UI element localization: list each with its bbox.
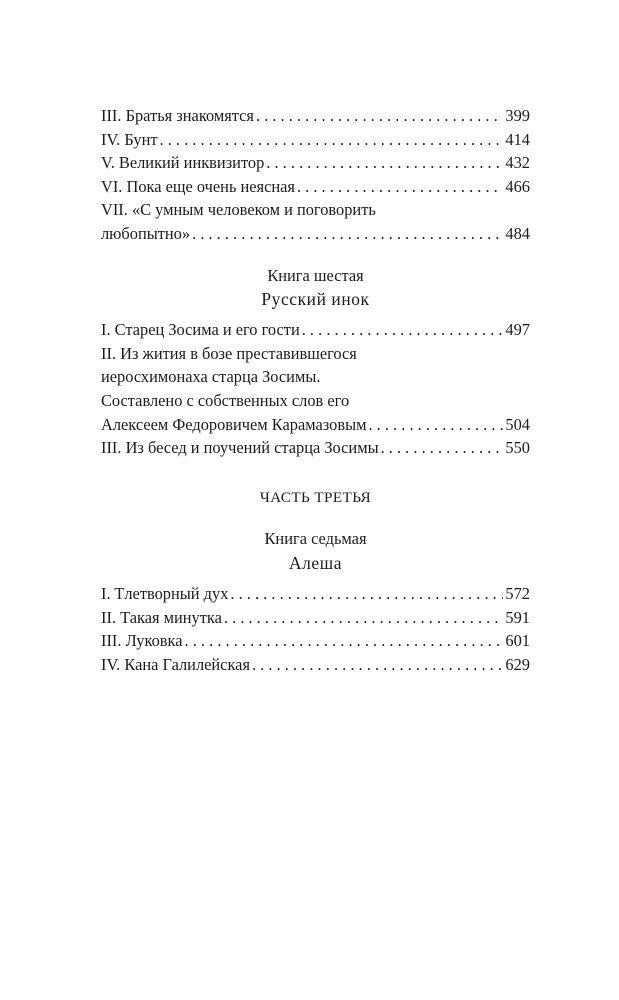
dot-leader: [252, 653, 503, 677]
toc-section-1: [101, 104, 530, 246]
dot-leader: [230, 582, 503, 606]
toc-entry-page: 572: [505, 583, 530, 603]
toc-section-book7: [101, 582, 530, 676]
dot-leader: [266, 151, 503, 175]
toc-entry: [101, 606, 530, 630]
book-title: Русский инок: [261, 289, 370, 310]
book-label: Книга седьмая: [264, 529, 367, 549]
toc-entry-page: 414: [505, 129, 530, 149]
dot-leader: [160, 128, 504, 152]
part-title: ЧАСТЬ ТРЕТЬЯ: [259, 488, 372, 506]
dot-leader: [185, 629, 504, 653]
toc-entry-page: 432: [505, 153, 530, 173]
toc-section-book6: [101, 318, 530, 460]
toc-entry: [101, 318, 530, 342]
toc-entry-title: Алексеем Федоровичем Карамазовым: [101, 414, 367, 434]
dot-leader: [297, 175, 503, 199]
toc-entry-line: Составлено с собственных слов его: [101, 390, 350, 410]
toc-entry-line: II. Из жития в бозе преставившегося: [101, 343, 357, 363]
toc-entry-page: 484: [505, 223, 530, 243]
dot-leader: [192, 222, 503, 246]
toc-entry-page: 497: [505, 320, 530, 340]
toc-entry-title: III. Из бесед и поучений старца Зосимы: [101, 438, 379, 458]
toc-entry: [101, 413, 530, 437]
toc-entry-page: 466: [505, 176, 530, 196]
toc-entry-page: 550: [505, 438, 530, 458]
toc-entry-title: IV. Бунт: [101, 129, 158, 149]
toc-entry: [101, 104, 530, 128]
toc-entry-page: 591: [505, 607, 530, 627]
toc-entry: [101, 582, 530, 606]
book-label: Книга шестая: [267, 265, 364, 285]
toc-entry-title: IV. Кана Галилейская: [101, 654, 250, 674]
toc-entry: [101, 653, 530, 677]
toc-entry-page: 601: [505, 631, 530, 651]
toc-entry: [101, 436, 530, 460]
toc-entry-title: VI. Пока еще очень неясная: [101, 176, 295, 196]
toc-entry-line: иеросхимонаха старца Зосимы.: [101, 367, 321, 387]
book-title: Алеша: [288, 552, 343, 573]
toc-entry: [101, 222, 530, 246]
toc-entry-page: 629: [505, 654, 530, 674]
toc-entry-title: II. Такая минутка: [101, 607, 222, 627]
dot-leader: [302, 318, 504, 342]
toc-entry-page: 399: [505, 106, 530, 125]
toc-entry: [101, 151, 530, 175]
dot-leader: [224, 606, 504, 630]
table-of-contents: [101, 104, 530, 676]
dot-leader: [368, 413, 503, 437]
dot-leader: [381, 436, 504, 460]
toc-entry: [101, 629, 530, 653]
dot-leader: [256, 104, 503, 128]
toc-entry: [101, 128, 530, 152]
toc-entry-title: III. Луковка: [101, 631, 183, 651]
toc-entry-title: I. Старец Зосима и его гости: [101, 320, 300, 340]
toc-entry-title: любопытно»: [101, 223, 191, 243]
toc-entry-page: 504: [505, 414, 530, 434]
toc-entry: [101, 175, 530, 199]
toc-entry-title: I. Tлетворный дух: [101, 583, 229, 603]
toc-entry-title: V. Великий инквизитор: [101, 153, 265, 173]
toc-entry-line: VII. «С умным человеком и поговорить: [101, 200, 376, 220]
toc-entry-title: III. Братья знакомятся: [101, 106, 254, 125]
